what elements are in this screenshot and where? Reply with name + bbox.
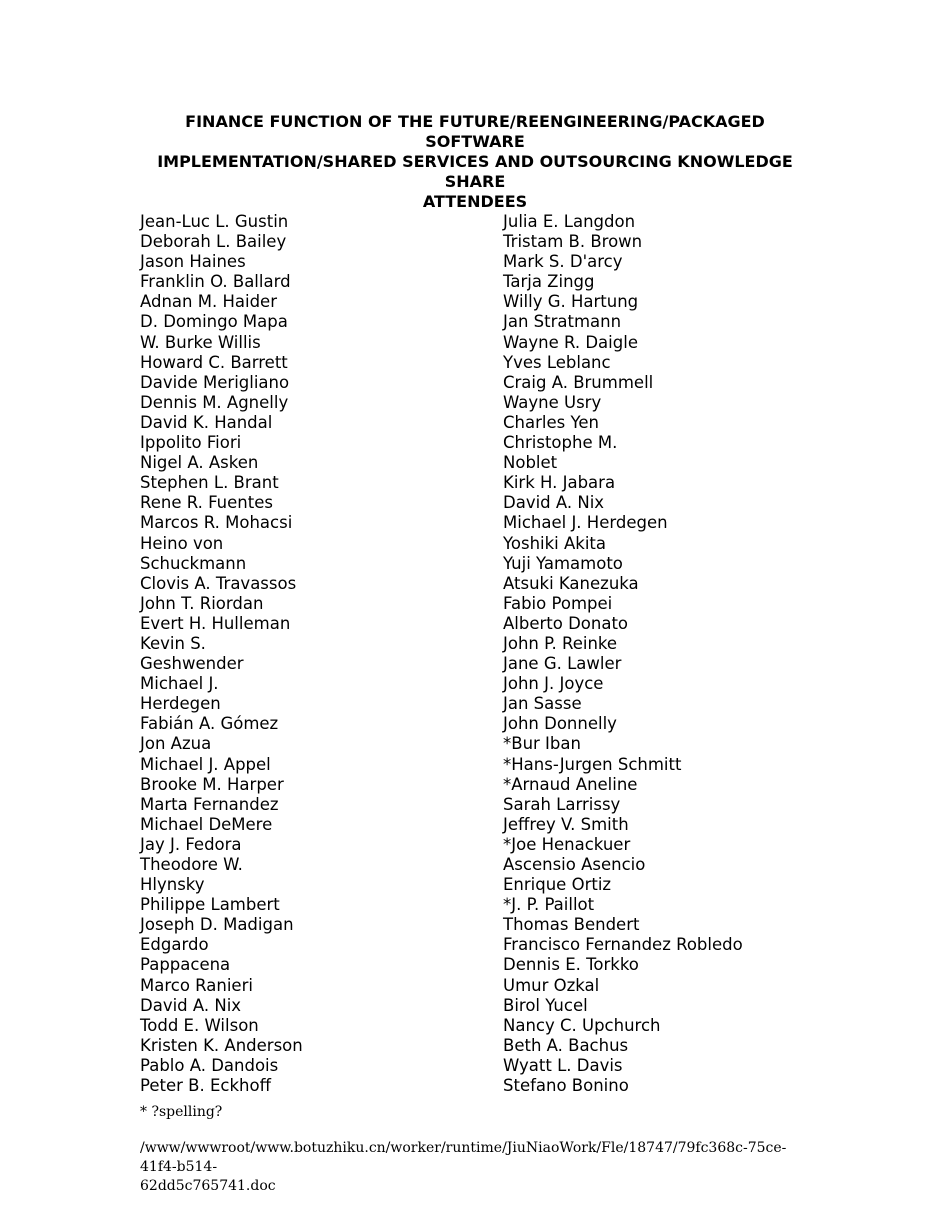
attendee-name: Francisco Fernandez Robledo xyxy=(503,935,743,955)
attendee-name: Davide Merigliano xyxy=(140,372,290,392)
attendee-name: Beth A. Bachus xyxy=(503,1035,629,1055)
attendee-name: Kevin S. xyxy=(140,633,206,653)
attendee-name: Jan Stratmann xyxy=(503,312,622,332)
attendee-name: Herdegen xyxy=(140,694,221,714)
attendee-name: Jan Sasse xyxy=(503,694,582,714)
file-path-line-1: /www/wwwroot/www.botuzhiku.cn/worker/runtime/JiuNiaoWork/Fle/18747/79fc368c-75ce-41f4-b514- xyxy=(140,1140,787,1175)
attendee-name: Pappacena xyxy=(140,955,231,975)
attendee-name: W. Burke Willis xyxy=(140,332,261,352)
attendee-name: Tarja Zingg xyxy=(503,272,595,292)
attendee-name: Evert H. Hulleman xyxy=(140,613,291,633)
title-line-2: IMPLEMENTATION/SHARED SERVICES AND OUTSOURCING KNOWLEDGE xyxy=(157,152,793,171)
attendee-name: Jason Haines xyxy=(140,252,246,272)
attendee-name: Pablo A. Dandois xyxy=(140,1055,279,1075)
attendee-name: Fabio Pompei xyxy=(503,593,613,613)
attendee-name: Rene R. Fuentes xyxy=(140,493,273,513)
attendee-name: Dennis M. Agnelly xyxy=(140,392,289,412)
attendee-name: Thomas Bendert xyxy=(503,915,640,935)
attendee-name: Brooke M. Harper xyxy=(140,774,284,794)
attendee-name: Birol Yucel xyxy=(503,995,588,1015)
title-line-3: SHARE xyxy=(444,172,506,191)
attendee-name: Alberto Donato xyxy=(503,613,629,633)
attendee-name: Dennis E. Torkko xyxy=(503,955,639,975)
attendee-name: Enrique Ortiz xyxy=(503,875,612,895)
attendee-name: David K. Handal xyxy=(140,412,273,432)
attendee-name: Yuji Yamamoto xyxy=(503,553,623,573)
attendee-name: Franklin O. Ballard xyxy=(140,272,291,292)
attendee-name: Willy G. Hartung xyxy=(503,292,639,312)
attendee-name: David A. Nix xyxy=(503,493,605,513)
attendee-name: Mark S. D'arcy xyxy=(503,252,623,272)
attendee-name: Peter B. Eckhoff xyxy=(140,1076,271,1096)
file-path-footer xyxy=(140,1139,820,1196)
attendee-name: Wyatt L. Davis xyxy=(503,1055,623,1075)
attendee-name: Craig A. Brummell xyxy=(503,372,654,392)
title-line-4: ATTENDEES xyxy=(422,192,528,211)
attendee-name: Kristen K. Anderson xyxy=(140,1035,303,1055)
attendee-name: *Joe Henackuer xyxy=(503,834,631,854)
attendee-name: Michael J. Appel xyxy=(140,754,271,774)
attendee-name: Michael J. Herdegen xyxy=(503,513,668,533)
attendee-name: Joseph D. Madigan xyxy=(140,915,294,935)
attendee-name: John Donnelly xyxy=(503,714,617,734)
spelling-note: * ?spelling? xyxy=(140,1104,223,1120)
attendee-name: Todd E. Wilson xyxy=(140,1015,259,1035)
document-title xyxy=(140,112,810,212)
attendee-name: Stefano Bonino xyxy=(503,1076,629,1096)
attendee-name: Umur Ozkal xyxy=(503,975,600,995)
attendee-name: D. Domingo Mapa xyxy=(140,312,288,332)
attendee-name: Michael J. xyxy=(140,674,219,694)
attendee-name: Edgardo xyxy=(140,935,209,955)
attendee-name: John J. Joyce xyxy=(503,674,604,694)
attendee-name: Jane G. Lawler xyxy=(503,654,622,674)
attendee-name: Julia E. Langdon xyxy=(503,212,636,231)
attendee-name: Stephen L. Brant xyxy=(140,473,279,493)
attendee-name: Jay J. Fedora xyxy=(140,834,242,854)
attendee-name: Noblet xyxy=(503,453,558,473)
attendee-name: Christophe M. xyxy=(503,433,618,453)
attendee-name: David A. Nix xyxy=(140,995,242,1015)
attendee-name: Yves Leblanc xyxy=(503,352,611,372)
title-line-1: FINANCE FUNCTION OF THE FUTURE/REENGINEERING/PACKAGED SOFTWARE xyxy=(185,112,765,151)
attendee-name: *Hans-Jurgen Schmitt xyxy=(503,754,682,774)
attendee-name: Heino von xyxy=(140,533,224,553)
attendee-name: Ascensio Asencio xyxy=(503,855,646,874)
attendee-name: Marco Ranieri xyxy=(140,975,253,995)
attendee-name: Howard C. Barrett xyxy=(140,352,288,372)
attendee-name: John P. Reinke xyxy=(503,633,618,653)
attendee-name: Nancy C. Upchurch xyxy=(503,1015,661,1035)
attendee-name: John T. Riordan xyxy=(140,593,264,613)
attendee-name: Ippolito Fiori xyxy=(140,433,242,453)
attendee-name: Charles Yen xyxy=(503,412,599,432)
attendee-name: Philippe Lambert xyxy=(140,895,280,915)
attendee-name: Yoshiki Akita xyxy=(503,533,607,553)
attendee-name: Jon Azua xyxy=(140,734,212,754)
attendee-name: Fabián A. Gómez xyxy=(140,714,279,734)
attendee-name: Sarah Larrissy xyxy=(503,794,621,814)
attendee-name: *Bur Iban xyxy=(503,734,581,754)
attendee-name: Adnan M. Haider xyxy=(140,292,277,312)
attendee-name: Geshwender xyxy=(140,654,244,674)
attendee-name: Jean-Luc L. Gustin xyxy=(140,212,289,231)
attendee-name: *Arnaud Aneline xyxy=(503,774,638,794)
attendee-list-right xyxy=(503,212,903,1096)
attendee-name: *J. P. Paillot xyxy=(503,895,595,915)
attendee-name: Deborah L. Bailey xyxy=(140,232,287,252)
attendee-name: Tristam B. Brown xyxy=(503,232,643,252)
attendee-name: Hlynsky xyxy=(140,875,205,895)
file-path-line-2: 62dd5c765741.doc xyxy=(140,1178,276,1194)
attendee-name: Theodore W. xyxy=(140,855,243,874)
attendee-name: Schuckmann xyxy=(140,553,247,573)
attendee-name: Nigel A. Asken xyxy=(140,453,259,473)
attendee-name: Michael DeMere xyxy=(140,814,273,834)
attendee-name: Jeffrey V. Smith xyxy=(503,814,629,834)
attendee-name: Marta Fernandez xyxy=(140,794,279,814)
attendee-name: Wayne R. Daigle xyxy=(503,332,638,352)
attendee-list-left xyxy=(140,212,480,1096)
attendee-name: Atsuki Kanezuka xyxy=(503,573,639,593)
attendee-name: Marcos R. Mohacsi xyxy=(140,513,293,533)
attendee-name: Wayne Usry xyxy=(503,392,602,412)
attendee-name: Kirk H. Jabara xyxy=(503,473,616,493)
attendee-name: Clovis A. Travassos xyxy=(140,573,297,593)
